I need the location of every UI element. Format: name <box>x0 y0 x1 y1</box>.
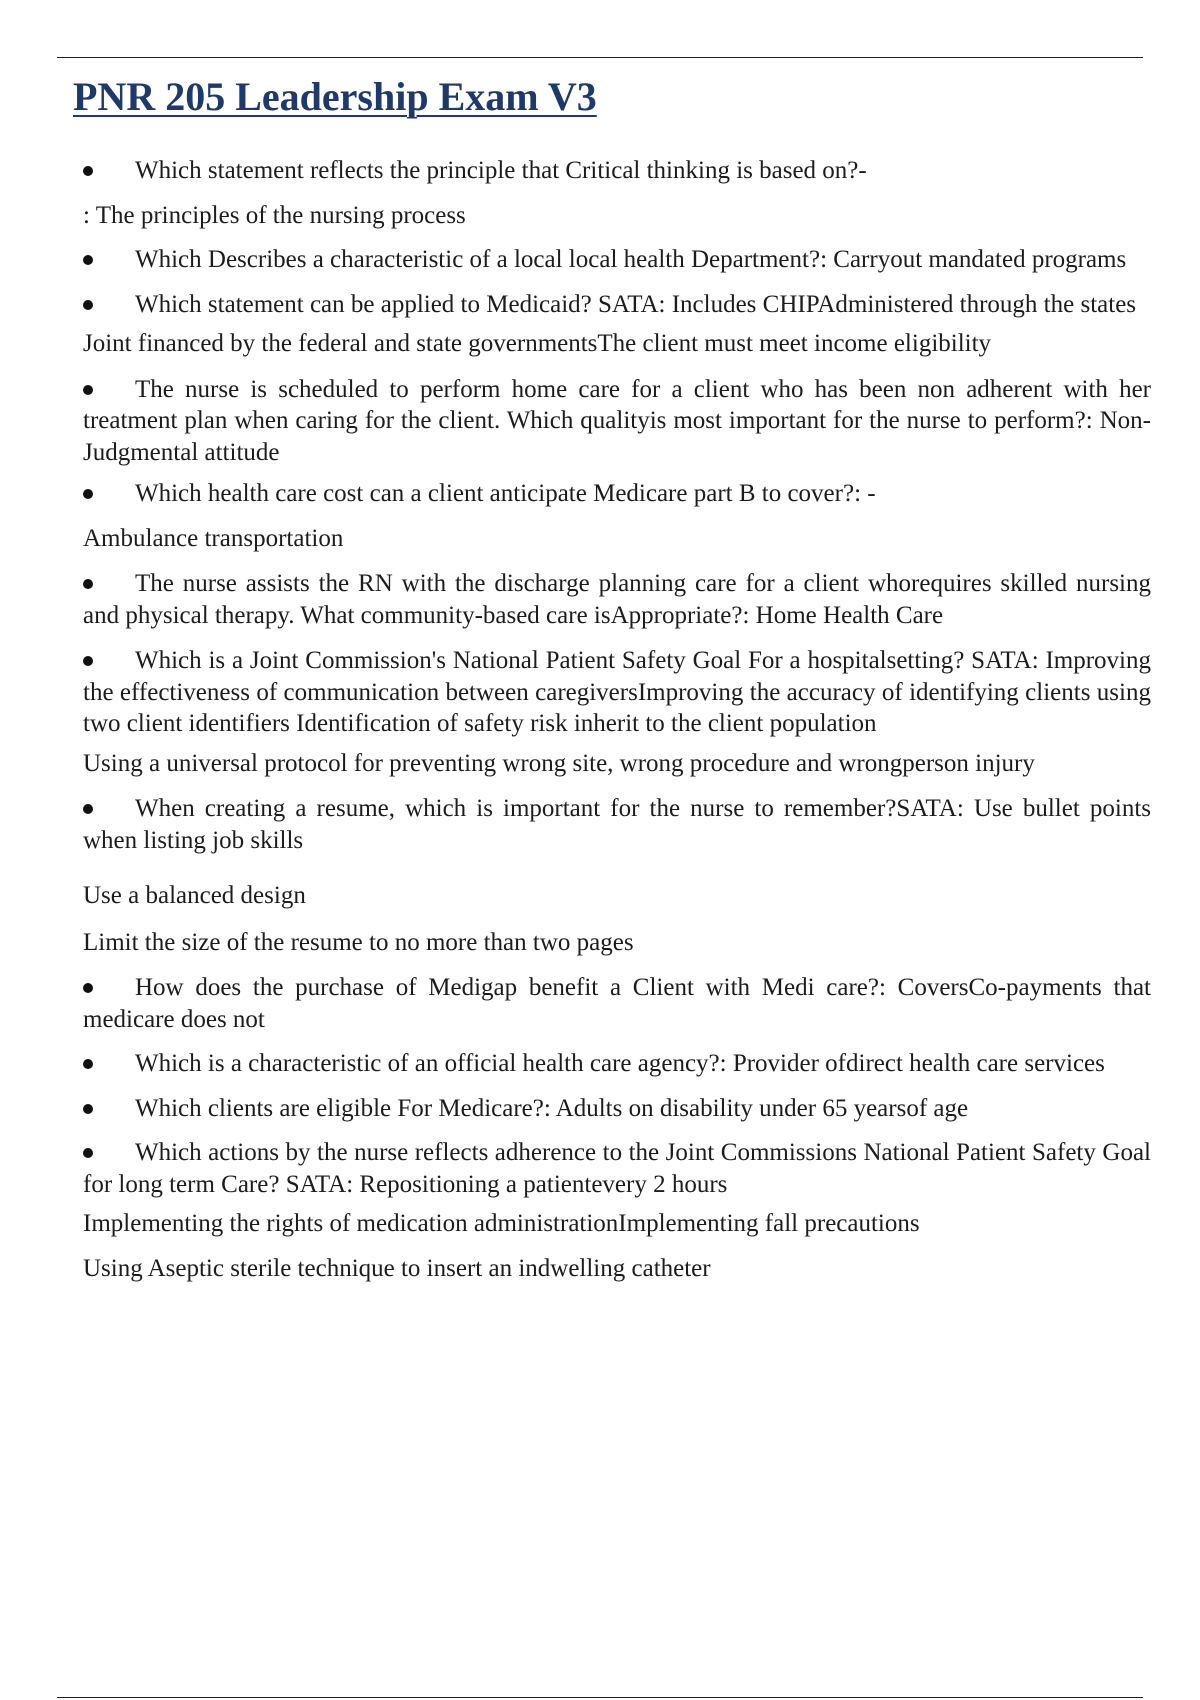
bullet-icon <box>83 579 93 589</box>
bullet-icon <box>83 656 93 666</box>
bullet-icon <box>83 1104 93 1114</box>
answer-text: Use a balanced design <box>83 882 306 909</box>
list-item: Which statement can be applied to Medicaid? SATA: Includes CHIPAdministered through the states <box>83 289 1151 321</box>
list-item: Which clients are eligible For Medicare?: Adults on disability under 65 yearsof age <box>83 1093 1151 1125</box>
bullet-icon <box>83 385 93 395</box>
bullet-icon <box>83 489 93 499</box>
bullet-icon <box>83 1148 93 1158</box>
bullet-icon <box>83 1059 93 1069</box>
answer-text: Implementing the rights of medication administrationImplementing fall precautions <box>83 1210 920 1237</box>
bullet-icon <box>83 166 93 176</box>
list-item: How does the purchase of Medigap benefit a Client with Medi care?: CoversCo-payments that medicare does not <box>83 974 1151 1033</box>
bullet-icon <box>83 300 93 310</box>
list-item: The nurse assists the RN with the discharge planning care for a client whorequires skilled nursing and physical therapy. What community-based care isAppropriate?: Home Health Care <box>83 570 1151 629</box>
list-item: Which is a characteristic of an official health care agency?: Provider ofdirect health care services <box>83 1048 1151 1080</box>
bullet-icon <box>83 804 93 814</box>
answer-text: Joint financed by the federal and state governmentsThe client must meet income eligibility <box>83 330 992 357</box>
document-body <box>83 155 1151 1284</box>
answer-text: Ambulance transportation <box>83 524 344 552</box>
bottom-rule <box>57 1697 1143 1698</box>
list-item: Which actions by the nurse reflects adherence to the Joint Commissions National Patient Safety Goal for long term Care? SATA: Repositioning a patientevery 2 hours <box>83 1139 1151 1198</box>
answer-text: Using Aseptic sterile technique to insert an indwelling catheter <box>83 1254 711 1282</box>
page-title: PNR 205 Leadership Exam V3 <box>73 74 597 119</box>
list-item: The nurse is scheduled to perform home care for a client who has been non adherent with her treatment plan when caring for the client. Which qualityis most important for the nurse to perform?: Non- Judgmental attitude <box>83 375 1151 466</box>
bullet-icon <box>83 255 93 265</box>
list-item: Which Describes a characteristic of a local local health Department?: Carryout mandated programs <box>83 244 1151 276</box>
answer-text: : The principles of the nursing process <box>83 201 466 229</box>
answer-text: Using a universal protocol for preventing wrong site, wrong procedure and wrongperson injury <box>83 749 1035 777</box>
bullet-icon <box>83 983 93 993</box>
top-rule <box>57 57 1143 58</box>
list-item: When creating a resume, which is important for the nurse to remember?SATA: Use bullet points when listing job skills <box>83 795 1151 854</box>
list-item: Which health care cost can a client anticipate Medicare part B to cover?: - <box>83 478 1151 510</box>
list-item: Which is a Joint Commission's National Patient Safety Goal For a hospitalsetting? SATA: Improving the effectiveness of communication between caregiversImproving the accuracy of identifying clients using two client identifiers Identification of safety risk inherit to the client population <box>83 647 1151 737</box>
answer-text: Limit the size of the resume to no more than two pages <box>83 928 634 956</box>
list-item: Which statement reflects the principle that Critical thinking is based on?- <box>83 155 1151 187</box>
